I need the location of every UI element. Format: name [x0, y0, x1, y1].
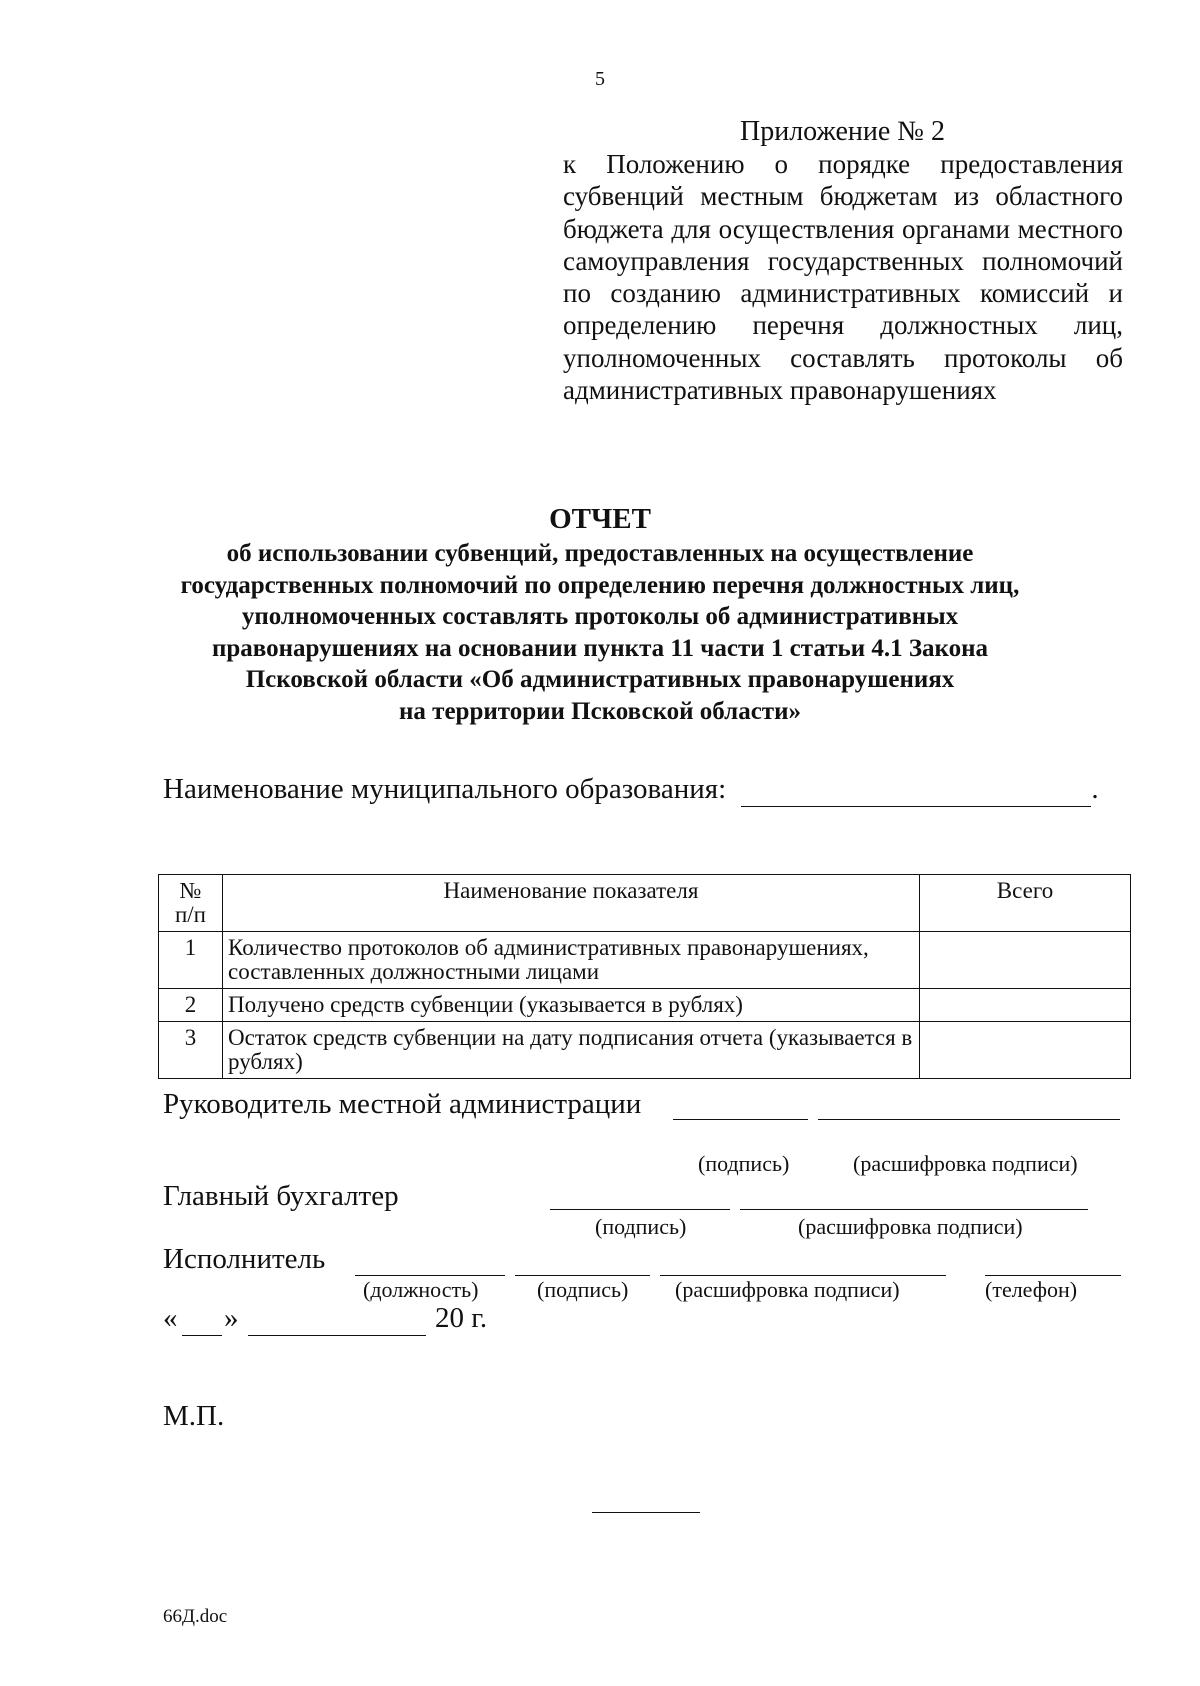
- head-admin-decode-caption: (расшифровка подписи): [853, 1151, 1078, 1176]
- subtitle-line: об использовании субвенций, предоставленных на осуществление: [226, 540, 974, 567]
- executor-signature-line[interactable]: [515, 1275, 650, 1276]
- subtitle-line: на территории Псковской области»: [399, 697, 801, 725]
- stamp-place: М.П.: [163, 1400, 225, 1432]
- date-close-quote: »: [224, 1302, 239, 1334]
- subtitle-line: Псковской области «Об административных правонарушениях: [245, 666, 955, 694]
- table-row: [159, 989, 1131, 1022]
- date-day-line[interactable]: [182, 1335, 222, 1336]
- executor-phone-caption: (телефон): [985, 1277, 1078, 1302]
- executor-position-line[interactable]: [355, 1275, 505, 1276]
- row-total-cell[interactable]: [920, 989, 1131, 1022]
- row-number: 3: [159, 1022, 223, 1079]
- head-admin-signature-line[interactable]: [673, 1119, 808, 1120]
- subtitle-line: уполномоченных составлять протоколы об административных: [241, 603, 959, 631]
- row-number: 1: [159, 932, 223, 989]
- header-total: Всего: [920, 875, 1131, 932]
- table-row: [159, 932, 1131, 989]
- accountant-signature-line[interactable]: [550, 1209, 730, 1210]
- row-total-cell[interactable]: [920, 932, 1131, 989]
- report-title: ОТЧЕТ: [549, 503, 651, 535]
- head-admin-label: Руководитель местной администрации: [163, 1088, 642, 1120]
- report-subtitle: [150, 538, 1050, 728]
- appendix-text: к Положению о порядке предоставления субвенций местным бюджетам из областного бюджета для осуществления органами местного самоуправления государственных полномочий по созданию административных комиссий и определению перечня должностных лиц, уполномоченных составлять протоколы об административных правонарушениях: [563, 149, 1123, 406]
- document-filename: 66Д.doc: [163, 1606, 228, 1627]
- executor-decode-line[interactable]: [660, 1275, 946, 1276]
- closing-separator-line: [592, 1512, 700, 1513]
- table-row: [159, 1022, 1131, 1079]
- municipality-end: .: [1091, 773, 1099, 805]
- municipality-blank[interactable]: [741, 773, 1091, 807]
- row-total-cell[interactable]: [920, 1022, 1131, 1079]
- header-number: № п/п: [159, 875, 223, 932]
- row-number: 2: [159, 989, 223, 1022]
- date-open-quote: «: [163, 1302, 178, 1334]
- head-admin-sign-caption: (подпись): [698, 1151, 790, 1176]
- table-header-row: [159, 875, 1131, 932]
- subtitle-line: правонарушениях на основании пункта 11 части 1 статьи 4.1 Закона: [211, 634, 989, 662]
- accountant-label: Главный бухгалтер: [163, 1180, 399, 1212]
- executor-label: Исполнитель: [163, 1243, 326, 1275]
- row-indicator-name: Количество протоколов об административных правонарушениях, составленных должностными лицами: [223, 932, 920, 989]
- page-number: 5: [595, 68, 605, 90]
- executor-decode-caption: (расшифровка подписи): [675, 1277, 900, 1302]
- row-indicator-name: Получено средств субвенции (указывается в рублях): [223, 989, 920, 1022]
- accountant-decode-caption: (расшифровка подписи): [798, 1214, 1023, 1239]
- executor-phone-line[interactable]: [985, 1275, 1121, 1276]
- head-admin-decode-line[interactable]: [818, 1119, 1120, 1120]
- executor-sign-caption: (подпись): [537, 1277, 629, 1302]
- municipality-line: [163, 773, 1099, 807]
- row-indicator-name: Остаток средств субвенции на дату подписания отчета (указывается в рублях): [223, 1022, 920, 1079]
- accountant-decode-line[interactable]: [740, 1209, 1088, 1210]
- header-indicator-name: Наименование показателя: [223, 875, 920, 932]
- date-month-line[interactable]: [248, 1335, 426, 1336]
- appendix-title: Приложение № 2: [740, 116, 945, 147]
- indicator-table: [158, 874, 1131, 1079]
- accountant-sign-caption: (подпись): [595, 1214, 687, 1239]
- date-year: 20 г.: [435, 1302, 488, 1334]
- subtitle-line: государственных полномочий по определению перечня должностных лиц,: [180, 571, 1020, 599]
- municipality-label: Наименование муниципального образования:: [163, 773, 727, 805]
- executor-position-caption: (должность): [363, 1277, 479, 1302]
